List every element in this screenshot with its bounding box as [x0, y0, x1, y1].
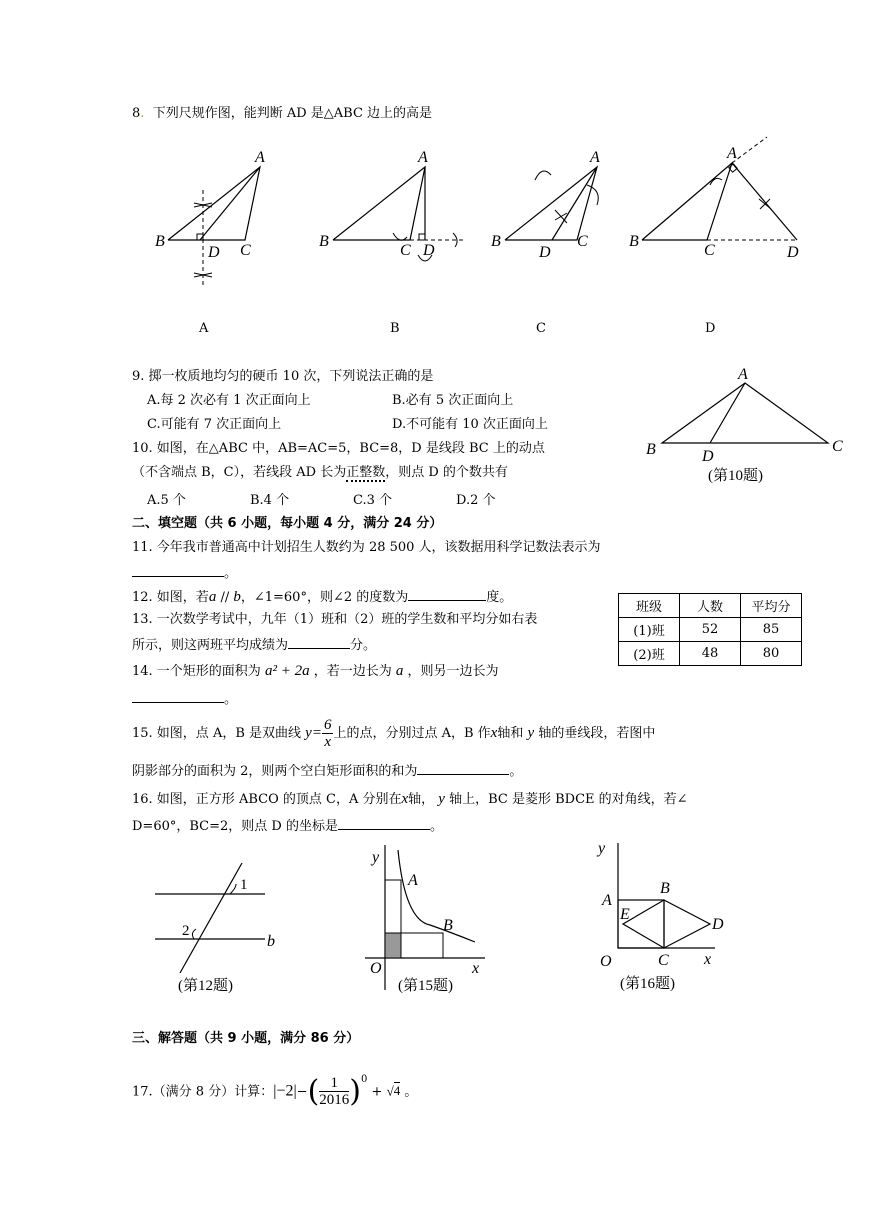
table-row	[619, 642, 802, 666]
table-cell: 80	[741, 642, 802, 666]
q10-line2: （不含端点 B，C），若线段 AD 长为正整数，则点 D 的个数共有	[132, 465, 508, 480]
class-score-table	[618, 593, 802, 666]
svg-text:A: A	[408, 872, 418, 889]
q17-fraction: $\frac{1}{2016}$	[319, 1075, 350, 1109]
q15-fraction: $\frac{6}{x}$	[323, 717, 332, 750]
table-row	[619, 618, 802, 642]
svg-text:b: b	[267, 933, 275, 950]
q8-figure-a	[150, 145, 280, 295]
svg-text:A: A	[418, 149, 428, 166]
section-3-title: 三、解答题（共 9 小题，满分 86 分）	[132, 1031, 360, 1046]
q12-caption: (第12题)	[178, 978, 233, 994]
section-2-title: 二、填空题（共 6 小题，每小题 4 分，满分 24 分）	[132, 516, 443, 531]
q8-stem: 8. 下列尺规作图，能判断 AD 是△ABC 边上的高是	[132, 106, 433, 121]
table-header-cell: 平均分	[741, 594, 802, 618]
svg-text:1: 1	[240, 877, 248, 893]
svg-text:2: 2	[182, 923, 190, 939]
q13-line1: 13. 一次数学考试中，九年（1）班和（2）班的学生数和平均分如右表	[132, 612, 538, 627]
svg-text:B: B	[646, 441, 656, 458]
q11-line1: 11. 今年我市普通高中计划招生人数约为 28 500 人，该数据用科学记数法表示为	[132, 540, 601, 555]
q8-figure-d	[627, 135, 807, 295]
table-cell: 48	[680, 642, 741, 666]
q13-answer-blank[interactable]	[288, 636, 350, 649]
svg-text:y: y	[598, 840, 606, 857]
svg-text:D: D	[787, 244, 799, 261]
svg-text:D: D	[539, 244, 551, 261]
svg-text:D: D	[423, 242, 435, 259]
svg-text:O: O	[600, 953, 612, 970]
svg-text:B: B	[319, 233, 329, 250]
table-cell: 52	[680, 618, 741, 642]
table-header-cell: 人数	[680, 594, 741, 618]
svg-text:y: y	[372, 849, 380, 866]
q16-caption: (第16题)	[620, 976, 675, 992]
svg-text:D: D	[712, 916, 724, 933]
svg-text:B: B	[629, 233, 639, 250]
q9-option-c: C.可能有 7 次正面向上	[147, 417, 282, 432]
q9-option-b: B.必有 5 次正面向上	[392, 393, 514, 408]
q16-line2: D=60°，BC=2，则点 D 的坐标是 。	[132, 819, 443, 834]
q10-option-b: B.4 个	[250, 493, 290, 508]
svg-text:B: B	[155, 233, 165, 250]
table-cell: (2)班	[619, 642, 680, 666]
q10-option-a: A.5 个	[147, 493, 186, 508]
svg-text:D: D	[208, 244, 220, 261]
q15-caption: (第15题)	[398, 978, 453, 994]
svg-text:C: C	[400, 242, 411, 259]
q10-line1: 10. 如图，在△ABC 中，AB=AC=5，BC=8，D 是线段 BC 上的动点	[132, 441, 545, 456]
q8-figure-c	[487, 145, 617, 295]
svg-text:B: B	[443, 917, 453, 934]
q8-option-b-label: B	[390, 321, 400, 336]
svg-text:C: C	[832, 438, 843, 455]
svg-text:B: B	[660, 880, 670, 897]
q10-caption: (第10题)	[708, 468, 763, 484]
table-cell: 85	[741, 618, 802, 642]
svg-text:A: A	[602, 892, 612, 909]
q9-option-d: D.不可能有 10 次正面向上	[392, 417, 548, 432]
q17-line: 17.（满分 8 分）计算：|−2|−( $\frac{1}{2016}$ )$^0$ + √4 。	[132, 1073, 418, 1109]
q10-option-c: C.3 个	[353, 493, 393, 508]
q15-line2: 阴影部分的面积为 2，则两个空白矩形面积的和为 。	[132, 764, 523, 779]
svg-text:A: A	[738, 366, 748, 383]
q8-option-a-label: A	[199, 321, 209, 336]
table-header-cell: 班级	[619, 594, 680, 618]
svg-text:D: D	[702, 448, 714, 465]
svg-text:E: E	[620, 906, 630, 923]
q16-figure	[590, 838, 740, 1000]
q8-option-d-label: D	[705, 321, 716, 336]
q10-figure	[640, 365, 850, 490]
q15-figure	[360, 840, 500, 1000]
q11-answer-blank[interactable]	[132, 564, 224, 577]
q8-option-c-label: C	[536, 321, 546, 336]
svg-text:A: A	[727, 145, 737, 162]
q16-line1: 16. 如图，正方形 ABCO 的顶点 C，A 分别在x轴， y 轴上，BC 是菱形 BDCE 的对角线，若∠	[132, 791, 688, 807]
svg-text:A: A	[255, 149, 265, 166]
q11-line2: 。	[132, 564, 237, 582]
svg-text:C: C	[577, 233, 588, 250]
q14-line2: 。	[132, 690, 237, 708]
svg-text:C: C	[704, 242, 715, 259]
svg-text:x: x	[704, 951, 712, 968]
svg-text:C: C	[658, 952, 669, 969]
svg-text:C: C	[240, 242, 251, 259]
q14-line1: 14. 一个矩形的面积为 a² + 2a ，若一边长为 a ，则另一边长为	[132, 663, 499, 679]
svg-text:A: A	[590, 149, 600, 166]
q9-option-a: A.每 2 次必有 1 次正面向上	[147, 393, 311, 408]
q10-option-d: D.2 个	[456, 493, 496, 508]
q16-answer-blank[interactable]	[338, 817, 430, 830]
q8-figure-b	[315, 145, 475, 295]
q12-line: 12. 如图，若a // b，∠1=60°，则∠2 的度数为 度。	[132, 589, 513, 605]
q9-stem: 9. 掷一枚质地均匀的硬币 10 次，下列说法正确的是	[132, 369, 434, 384]
q12-figure	[150, 858, 290, 998]
q15-answer-blank[interactable]	[417, 762, 509, 775]
table-cell: (1)班	[619, 618, 680, 642]
q12-answer-blank[interactable]	[408, 588, 486, 601]
svg-text:B: B	[491, 233, 501, 250]
q13-line2: 所示，则这两班平均成绩为 分。	[132, 638, 377, 653]
svg-text:O: O	[370, 960, 382, 977]
q14-answer-blank[interactable]	[132, 690, 224, 703]
table-header-row	[619, 594, 802, 618]
q15-line1: 15. 如图，点 A，B 是双曲线 y= $\frac{6}{x}$ 上的点，分别过点 A，B 作x轴和 y 轴的垂线段，若图中	[132, 717, 656, 750]
svg-text:x: x	[472, 960, 480, 977]
